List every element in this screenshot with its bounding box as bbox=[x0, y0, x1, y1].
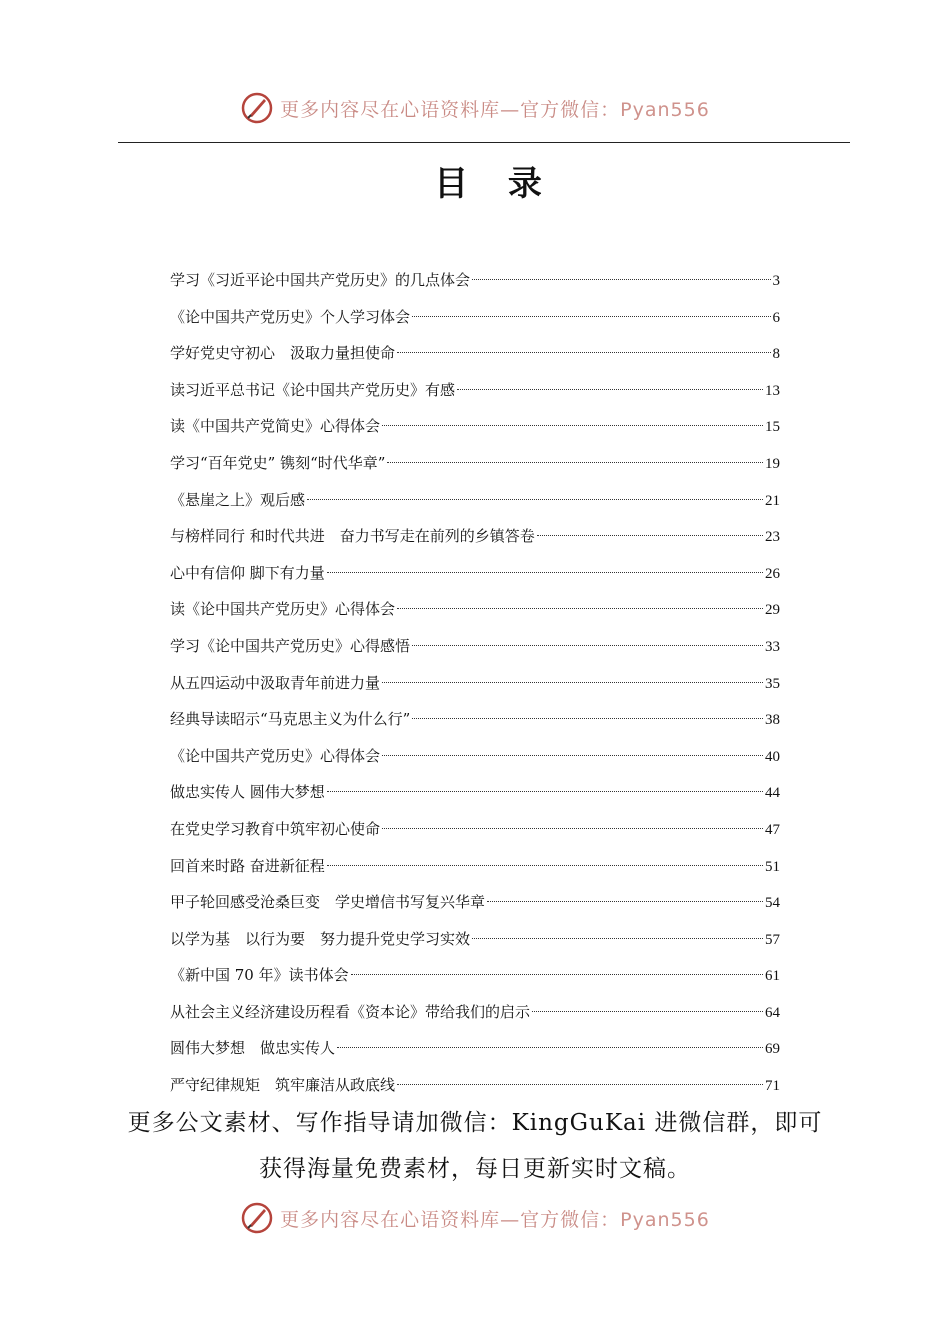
toc-entry-page: 40 bbox=[765, 748, 780, 765]
toc-entry-title: 做忠实传人 圆伟大梦想 bbox=[170, 783, 325, 802]
toc-leader-dots bbox=[472, 279, 770, 280]
toc-entry-page: 29 bbox=[765, 602, 780, 619]
toc-leader-dots bbox=[351, 974, 763, 975]
toc-leader-dots bbox=[412, 718, 763, 719]
toc-entry[interactable] bbox=[170, 335, 780, 372]
toc-leader-dots bbox=[382, 755, 763, 756]
toc-entry-title: 学好党史守初心 汲取力量担使命 bbox=[170, 344, 396, 363]
toc-entry[interactable] bbox=[170, 262, 780, 299]
toc-entry-title: 《论中国共产党历史》心得体会 bbox=[170, 746, 381, 765]
toc-leader-dots bbox=[327, 791, 763, 792]
toc-entry-title: 与榜样同行 和时代共进 奋力书写走在前列的乡镇答卷 bbox=[170, 527, 535, 546]
toc-entry-page: 19 bbox=[765, 455, 780, 472]
toc-leader-dots bbox=[532, 1011, 763, 1012]
toc-entry[interactable] bbox=[170, 811, 780, 848]
toc-entry[interactable] bbox=[170, 445, 780, 482]
toc-entry-title: 甲子轮回感受沧桑巨变 学史增信书写复兴华章 bbox=[170, 893, 486, 912]
toc-leader-dots bbox=[337, 1047, 763, 1048]
toc-entry[interactable] bbox=[170, 884, 780, 921]
toc-entry-title: 心中有信仰 脚下有力量 bbox=[170, 563, 325, 582]
toc-entry[interactable] bbox=[170, 1030, 780, 1067]
toc-leader-dots bbox=[537, 535, 763, 536]
toc-entry-title: 《悬崖之上》观后感 bbox=[170, 490, 306, 509]
toc-entry[interactable] bbox=[170, 408, 780, 445]
toc-entry[interactable] bbox=[170, 994, 780, 1031]
table-of-contents bbox=[170, 262, 780, 1104]
toc-entry[interactable] bbox=[170, 628, 780, 665]
header-banner bbox=[0, 86, 950, 130]
toc-entry-page: 21 bbox=[765, 492, 780, 509]
toc-entry[interactable] bbox=[170, 1067, 780, 1104]
toc-entry[interactable] bbox=[170, 738, 780, 775]
promo-line-1: 更多公文素材、写作指导请加微信：KingGuKai 进微信群，即可 bbox=[127, 1110, 823, 1136]
toc-entry[interactable] bbox=[170, 957, 780, 994]
toc-entry-page: 71 bbox=[765, 1078, 780, 1095]
toc-entry-page: 57 bbox=[765, 931, 780, 948]
toc-leader-dots bbox=[412, 316, 770, 317]
toc-entry-page: 15 bbox=[765, 419, 780, 436]
toc-entry-title: 学习《习近平论中国共产党历史》的几点体会 bbox=[170, 271, 471, 289]
toc-entry-page: 26 bbox=[765, 565, 780, 582]
toc-entry-title: 以学为基 以行为要 努力提升党史学习实效 bbox=[170, 929, 471, 948]
toc-leader-dots bbox=[487, 901, 763, 902]
toc-entry[interactable] bbox=[170, 299, 780, 336]
toc-entry[interactable] bbox=[170, 701, 780, 738]
toc-entry[interactable] bbox=[170, 848, 780, 885]
toc-entry[interactable] bbox=[170, 921, 780, 958]
toc-leader-dots bbox=[397, 1084, 763, 1085]
toc-entry[interactable] bbox=[170, 482, 780, 519]
toc-leader-dots bbox=[397, 352, 770, 353]
toc-entry[interactable] bbox=[170, 518, 780, 555]
toc-entry-page: 54 bbox=[765, 895, 780, 912]
toc-entry-page: 44 bbox=[765, 785, 780, 802]
toc-leader-dots bbox=[382, 828, 763, 829]
toc-entry-page: 64 bbox=[765, 1004, 780, 1021]
toc-entry-title: 从五四运动中汲取青年前进力量 bbox=[170, 673, 381, 692]
toc-entry[interactable] bbox=[170, 665, 780, 702]
toc-entry-title: 《新中国 70 年》读书体会 bbox=[170, 966, 349, 985]
toc-entry-page: 35 bbox=[765, 675, 780, 692]
toc-entry[interactable] bbox=[170, 555, 780, 592]
toc-entry-title: 经典导读昭示“马克思主义为什么行” bbox=[170, 710, 411, 729]
toc-entry-page: 51 bbox=[765, 858, 780, 875]
footer-banner-text: 更多内容尽在心语资料库—官方微信：Pyan556 bbox=[280, 1208, 710, 1231]
toc-leader-dots bbox=[397, 608, 763, 609]
toc-entry-title: 圆伟大梦想 做忠实传人 bbox=[170, 1039, 336, 1058]
toc-entry-title: 读习近平总书记《论中国共产党历史》有感 bbox=[170, 380, 456, 399]
toc-leader-dots bbox=[457, 389, 763, 390]
toc-entry-title: 学习《论中国共产党历史》心得感悟 bbox=[170, 636, 411, 655]
toc-leader-dots bbox=[327, 865, 763, 866]
header-rule bbox=[118, 142, 850, 143]
toc-leader-dots bbox=[412, 645, 763, 646]
quill-logo-icon bbox=[240, 1201, 274, 1235]
toc-entry-page: 8 bbox=[772, 346, 780, 363]
toc-entry-title: 严守纪律规矩 筑牢廉洁从政底线 bbox=[170, 1076, 396, 1095]
toc-entry-title: 学习“百年党史” 镌刻“时代华章” bbox=[170, 453, 386, 472]
footer-banner bbox=[0, 1196, 950, 1240]
toc-entry-page: 47 bbox=[765, 821, 780, 838]
toc-leader-dots bbox=[307, 499, 763, 500]
toc-entry-page: 6 bbox=[772, 309, 780, 326]
footer-wechat-id: Pyan556 bbox=[620, 1208, 710, 1231]
toc-entry-page: 33 bbox=[765, 638, 780, 655]
toc-leader-dots bbox=[382, 682, 763, 683]
toc-entry-page: 38 bbox=[765, 712, 780, 729]
banner-wechat-id: Pyan556 bbox=[620, 98, 710, 121]
toc-leader-dots bbox=[472, 938, 763, 939]
toc-entry-title: 从社会主义经济建设历程看《资本论》带给我们的启示 bbox=[170, 1002, 531, 1021]
toc-entry[interactable] bbox=[170, 591, 780, 628]
toc-entry-title: 回首来时路 奋进新征程 bbox=[170, 856, 325, 875]
toc-leader-dots bbox=[387, 462, 763, 463]
toc-entry-page: 13 bbox=[765, 382, 780, 399]
toc-entry-title: 《论中国共产党历史》个人学习体会 bbox=[170, 307, 411, 326]
toc-entry-title: 读《中国共产党简史》心得体会 bbox=[170, 417, 381, 436]
promo-text bbox=[0, 1100, 950, 1192]
banner-text: 更多内容尽在心语资料库—官方微信：Pyan556 bbox=[280, 98, 710, 121]
quill-logo-icon bbox=[240, 91, 274, 125]
toc-leader-dots bbox=[382, 425, 763, 426]
promo-line-2: 获得海量免费素材，每日更新实时文稿。 bbox=[259, 1156, 691, 1182]
toc-leader-dots bbox=[327, 572, 763, 573]
toc-entry[interactable] bbox=[170, 774, 780, 811]
page-title: 目 录 bbox=[434, 164, 556, 204]
toc-entry-page: 23 bbox=[765, 529, 780, 546]
toc-entry-page: 69 bbox=[765, 1041, 780, 1058]
toc-entry-page: 61 bbox=[765, 968, 780, 985]
toc-entry[interactable] bbox=[170, 372, 780, 409]
toc-entry-title: 在党史学习教育中筑牢初心使命 bbox=[170, 819, 381, 838]
toc-entry-page: 3 bbox=[772, 273, 780, 289]
toc-entry-title: 读《论中国共产党历史》心得体会 bbox=[170, 600, 396, 619]
